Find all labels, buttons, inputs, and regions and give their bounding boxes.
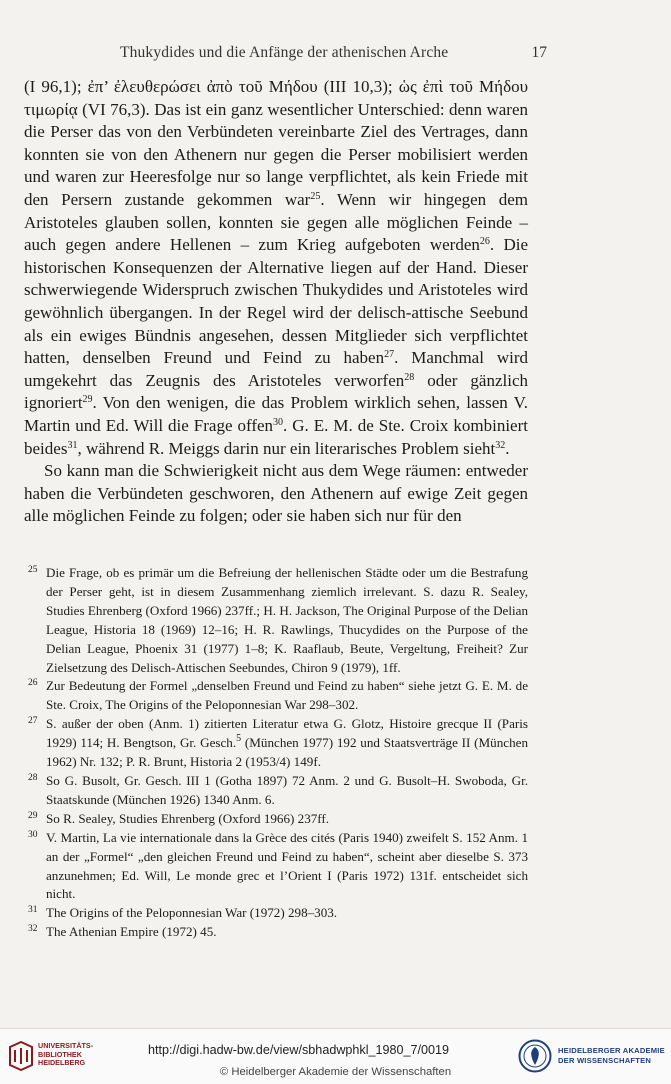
- footnote-ref: 25: [310, 190, 321, 202]
- footnote-ref: 26: [479, 236, 490, 248]
- academy-seal-icon: [518, 1039, 552, 1073]
- footnote: 31 The Origins of the Peloponnesian War (1972) 298–303.: [24, 904, 528, 923]
- footnote: 30 V. Martin, La vie internationale dans la Grèce des cités (Paris 1940) zweifelt S. 152 Anm. 1 an der „Formel“ „den gleichen Freund und Feind zu haben“, scheint aber dieselbe S. 373 anzunehmen; Ed. Will, Le monde grec et l’Orient I (Paris 1972) 131f. entscheidet sich nicht.: [24, 829, 528, 905]
- permalink-url[interactable]: http://digi.hadw-bw.de/view/sbhadwphkl_1980_7/0019: [148, 1043, 450, 1057]
- edition-superscript: 5: [236, 733, 242, 745]
- footnote-ref: 30: [273, 416, 284, 428]
- footnote-number: 30: [28, 829, 38, 840]
- footnote-number: 25: [28, 565, 38, 575]
- footnote-number: 29: [28, 810, 38, 821]
- footnote: 27 S. außer der oben (Anm. 1) zitierten Literatur etwa G. Glotz, Histoire grecque II (Paris 1929) 114; H. Bengtson, Gr. Gesch.$^5$ (München 1977) 192 und Staatsverträge II (München 1962) Nr. 132; P. R. Brunt, Historia 2 (1953/4) 149f.: [24, 715, 528, 772]
- footnote-ref: 29: [82, 394, 93, 406]
- library-name-line: BIBLIOTHEK: [38, 1049, 82, 1059]
- footnote: 28 So G. Busolt, Gr. Gesch. III 1 (Gotha 1897) 72 Anm. 2 und G. Busolt–H. Swoboda, Gr. Staatskunde (München 1926) 1340 Anm. 6.: [24, 772, 528, 810]
- library-name-line: UNIVERSITÄTS-: [38, 1041, 94, 1050]
- copyright-notice: © Heidelberger Akademie der Wissenschaften: [219, 1066, 452, 1078]
- footnotes: [24, 564, 528, 942]
- footnote: 26 Zur Bedeutung der Formel „denselben Freund und Feind zu haben“ siehe jetzt G. E. M. de Ste. Croix, The Origins of the Peloponnesian War 298–302.: [24, 677, 528, 715]
- footnote-ref: 28: [404, 371, 415, 383]
- page-number: 17: [531, 44, 547, 61]
- footnote-number: 28: [28, 772, 38, 783]
- footnote: 25 Die Frage, ob es primär um die Befreiung der hellenischen Städte oder um die Bestrafung der Perser geht, ist in diesem Zusammenhang ziemlich irrelevant. S. dazu R. Sealey, Studies Ehrenberg (Oxford 1966) 237ff.; H. H. Jackson, The Original Purpose of the Delian League, Historia 18 (1969) 12–16; H. R. Rawlings, Thucydides on the Purpose of the Delian League, Phoenix 31 (1977) 1–8; K. Raaflaub, Beute, Vergeltung, Freiheit? Zur Zielsetzung des Delisch-Attischen Seebundes, Chiron 9 (1979), 1ff.: [24, 564, 528, 677]
- main-text: [24, 76, 528, 528]
- academy-name-line: DER WISSENSCHAFTEN: [558, 1056, 652, 1065]
- footnote-ref: 32: [495, 439, 506, 451]
- paragraph: So kann man die Schwierigkeit nicht aus dem Wege räumen: entweder haben die Verbündeten geschworen, den Athenern auf ewige Zeit gegen alle möglichen Feinde zu folgen; oder sie haben sich nur für den: [24, 461, 528, 526]
- footnote-number: 27: [28, 716, 38, 727]
- viewer-footer: [0, 1028, 671, 1084]
- academy-name-line: HEIDELBERGER AKADEMIE: [558, 1046, 665, 1055]
- footnote-number: 31: [28, 905, 38, 916]
- page-header: [24, 44, 547, 66]
- footnote-number: 32: [28, 924, 38, 935]
- paragraph: (I 96,1); ἐπ’ ἐλευθερώσει ἀπὸ τοῦ Μήδου (III 10,3); ὡς ἐπὶ τοῦ Μήδου τιμωρίᾳ (VI 76,3). Das ist ein ganz wesentlicher Unterschied: denn waren die Perser das von den Verbündeten vereinbarte Ziel des Vertrages, dann konnten sie von den Athenern nur gegen die Perser mobilisiert werden und waren zur Heeresfolge nur so lange verpflichtet, als kein Friede mit den Persern zustande gekommen war$^{25}$. Wenn wir hingegen dem Aristoteles glauben sollen, konnten sie gegen alle möglichen Feinde – auch gegen andere Hellenen – zum Krieg aufgeboten werden$^{26}$. Die historischen Konsequenzen der Alternative liegen auf der Hand. Dieser schwerwiegende Widerspruch zwischen Thukydides und Aristoteles wird gewöhnlich übergangen. In der Regel wird der delisch-attische Seebund als ein ewiges Bündnis angesehen, dessen Mitglieder sich verpflichtet hatten, denselben Freund und Feind zu haben$^{27}$. Manchmal wird umgekehrt das Zeugnis des Aristoteles verworfen$^{28}$ oder gänzlich ignoriert$^{29}$. Von den wenigen, die das Problem wirklich sehen, lassen V. Martin und Ed. Will die Frage offen$^{30}$. G. E. M. de Ste. Croix kombiniert beides$^{31}$, während R. Meiggs darin nur ein literarisches Problem sieht$^{32}$.: [24, 77, 529, 458]
- footnote-number: 26: [28, 678, 38, 689]
- library-name-line: HEIDELBERG: [38, 1058, 86, 1068]
- footnote: 29 So R. Sealey, Studies Ehrenberg (Oxford 1966) 237ff.: [24, 810, 528, 829]
- running-head: Thukydides und die Anfänge der athenischen Arche: [120, 44, 449, 61]
- footnote: 32 The Athenian Empire (1972) 45.: [24, 923, 528, 942]
- footnote-ref: 27: [384, 349, 395, 361]
- footnote-ref: 31: [67, 439, 78, 451]
- academy-logo[interactable]: [518, 1039, 668, 1075]
